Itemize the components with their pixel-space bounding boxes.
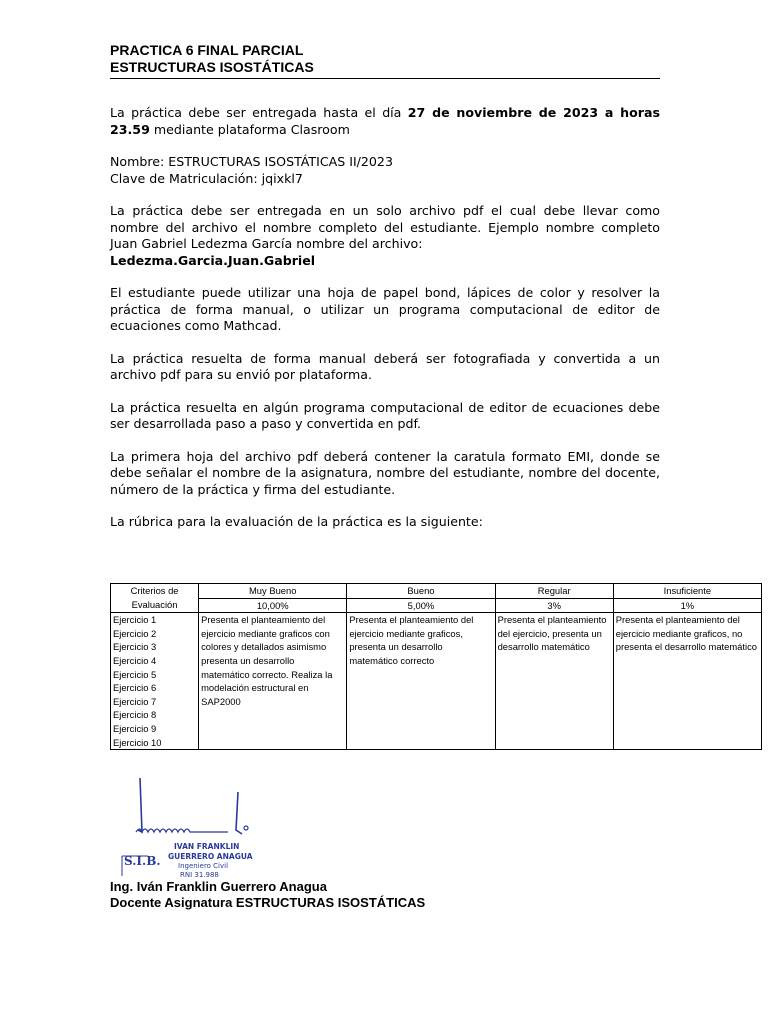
filename-instructions: La práctica debe ser entregada en un solo archivo pdf el cual debe llevar como nombre del archivo el nombre completo del estudiante. Ejemplo nombre completo Juan Gabriel Ledezma García nombre del archivo:	[110, 203, 660, 251]
document-header	[110, 42, 660, 79]
level-name: Regular	[495, 584, 613, 599]
enrollment-key: Clave de Matriculación: jqixkl7	[110, 170, 303, 186]
document-body	[110, 105, 660, 531]
level-description: Presenta el planteamiento del ejercicio, presenta un desarrollo matemático	[495, 613, 613, 750]
paragraph-manual: La práctica resuelta de forma manual deberá ser fotografiada y convertida a un archivo pdf para su envió por plataforma.	[110, 350, 660, 382]
level-weight: 5,00%	[347, 598, 495, 613]
rubric-header-row	[111, 584, 762, 599]
filename-example: Ledezma.Garcia.Juan.Gabriel	[110, 252, 316, 268]
signer-name: Ing. Iván Franklin Guerrero Anagua	[110, 879, 327, 894]
exercise-item: Ejercicio 8	[113, 709, 157, 721]
exercise-item: Ejercicio 5	[113, 668, 157, 680]
deadline-paragraph	[110, 105, 660, 138]
paragraph-rubric-intro: La rúbrica para la evaluación de la práctica es la siguiente:	[110, 514, 483, 529]
signature-stamp	[118, 772, 258, 882]
exercise-list	[111, 613, 199, 750]
filename-paragraph	[110, 203, 660, 269]
paragraph-cover: La primera hoja del archivo pdf deberá contener la caratula formato EMI, donde se debe señalar el nombre de la asignatura, nombre del estudiante, nombre del docente, número de la práctica y firma del estudiante.	[110, 448, 660, 497]
header-subject: ESTRUCTURAS ISOSTÁTICAS	[110, 59, 314, 75]
document-footer	[110, 879, 425, 911]
criteria-header: Criterios de Evaluación	[111, 584, 199, 613]
deadline-date: 27 de noviembre de 2023 a horas 23.59	[110, 105, 660, 137]
level-description: Presenta el planteamiento del ejercicio mediante graficos con colores y detallados asimismo presenta un desarrollo matemático correcto. Realiza la modelación estructural en SAP2000	[199, 613, 347, 750]
stamp-name-2: GUERRERO ANAGUA	[168, 852, 253, 861]
rubric-body-row	[111, 613, 762, 750]
level-weight: 1%	[613, 598, 761, 613]
rubric-weight-row	[111, 598, 762, 613]
document-page	[110, 42, 660, 547]
level-description: Presenta el planteamiento del ejercicio mediante graficos, presenta un desarrollo matemático correcto	[347, 613, 495, 750]
rubric-table	[110, 583, 762, 750]
paragraph-software: La práctica resuelta en algún programa computacional de editor de ecuaciones debe ser desarrollada paso a paso y convertida en pdf.	[110, 399, 660, 431]
deadline-post: mediante plataforma Clasroom	[149, 121, 350, 137]
signer-role: Docente Asignatura ESTRUCTURAS ISOSTÁTICAS	[110, 895, 426, 910]
exercise-item: Ejercicio 10	[113, 736, 162, 748]
level-name: Muy Bueno	[199, 584, 347, 599]
exercise-item: Ejercicio 2	[113, 627, 157, 639]
header-title: PRACTICA 6 FINAL PARCIAL	[110, 42, 304, 58]
deadline-pre: La práctica debe ser entregada hasta el día	[110, 105, 408, 120]
level-weight: 10,00%	[199, 598, 347, 613]
course-name: Nombre: ESTRUCTURAS ISOSTÁTICAS II/2023	[110, 154, 393, 169]
stamp-rni: RNI 31.988	[180, 871, 219, 879]
level-description: Presenta el planteamiento del ejercicio mediante graficos, no presenta el desarrollo matemático	[613, 613, 761, 750]
paragraph-tools: El estudiante puede utilizar una hoja de papel bond, lápices de color y resolver la práctica de forma manual, o utilizar un programa computacional de editor de ecuaciones como Mathcad.	[110, 285, 660, 333]
level-weight: 3%	[495, 598, 613, 613]
level-name: Bueno	[347, 584, 495, 599]
info-paragraph	[110, 154, 660, 187]
exercise-item: Ejercicio 9	[113, 722, 157, 734]
exercise-item: Ejercicio 7	[113, 695, 157, 707]
exercise-item: Ejercicio 6	[113, 682, 157, 694]
exercise-item: Ejercicio 3	[113, 641, 157, 653]
level-name: Insuficiente	[613, 584, 761, 599]
exercise-item: Ejercicio 4	[113, 654, 157, 666]
stamp-name-1: IVAN FRANKLIN	[174, 842, 240, 851]
exercise-item: Ejercicio 1	[113, 614, 157, 626]
stamp-title: Ingeniero Civil	[178, 862, 229, 870]
stamp-seal: S.I.B.	[124, 854, 161, 868]
